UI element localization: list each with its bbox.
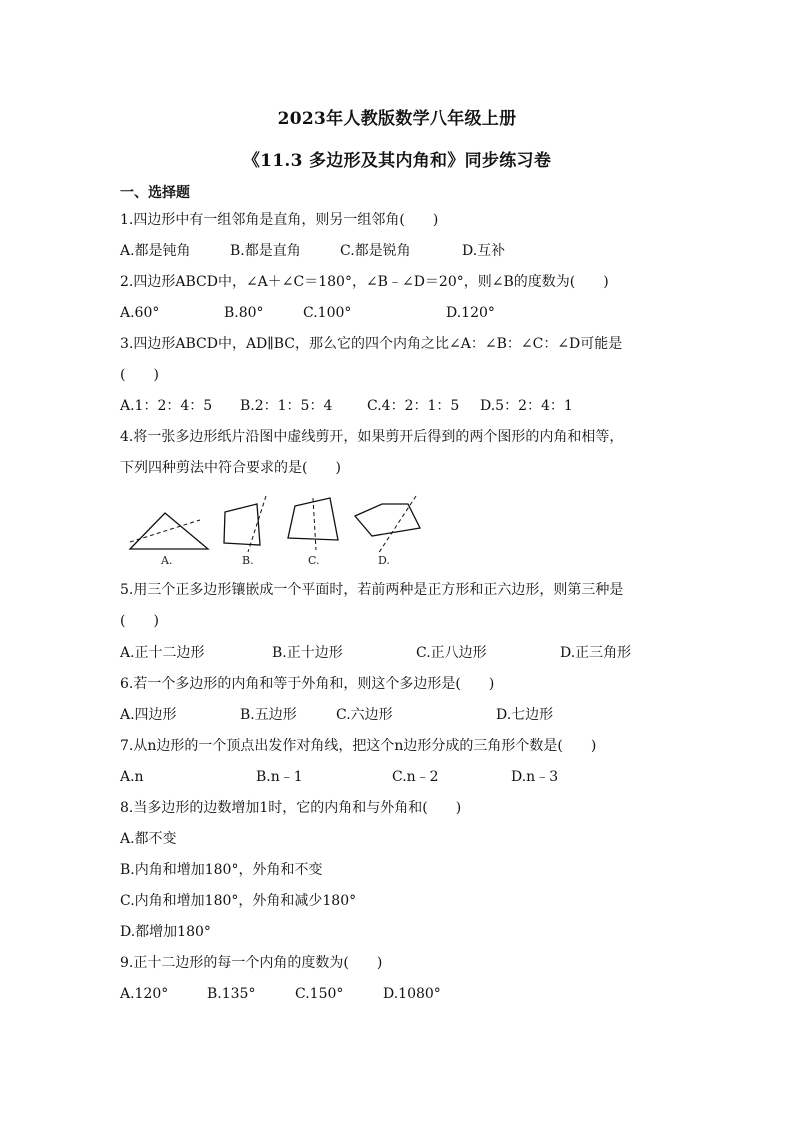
figure-d-pentagon [355,504,420,536]
question-8-stem: 8.当多边形的边数增加1时，它的内角和与外角和( ) [120,800,462,816]
question-7-option-a: A.n [120,769,144,785]
question-3-option-b: B.2：1：5：4 [240,398,333,414]
question-1-option-a: A.都是钝角 [120,243,191,259]
question-3-stem-continued: ( ) [120,367,159,383]
question-2-option-d: D.120° [446,305,495,321]
figure-b-quadrilateral [224,504,260,545]
question-3-stem: 3.四边形ABCD中，AD∥BC，那么它的四个内角之比∠A：∠B：∠C：∠D可能是 [120,336,623,352]
question-2-options [120,303,720,323]
figure-label-c: C. [308,554,320,567]
question-3-option-c: C.4：2：1：5 [367,398,460,414]
cut-diagram [120,490,430,570]
question-3-option-a: A.1：2：4：5 [120,398,213,414]
question-2-option-b: B.80° [224,305,264,321]
document-title: 2023年人教版数学八年级上册 [277,109,517,129]
question-8-option-c: C.内角和增加180°，外角和减少180° [120,893,357,909]
question-1-option-c: C.都是锐角 [340,243,411,259]
question-7-option-d: D.n﹣3 [511,769,559,785]
document-subtitle: 《11.3 多边形及其内角和》同步练习卷 [242,151,552,171]
question-9-options [120,984,720,1004]
question-1-option-b: B.都是直角 [230,243,301,259]
question-4-stem: 4.将一张多边形纸片沿图中虚线剪开，如果剪开后得到的两个图形的内角和相等， [120,429,624,445]
question-1-option-d: D.互补 [462,243,506,259]
figure-d-cut-line [378,496,416,554]
question-6-option-c: C.六边形 [336,707,393,723]
question-6-option-d: D.七边形 [496,707,554,723]
figure-c-cut-line [313,498,316,550]
figure-label-a: A. [161,554,173,567]
question-6-option-b: B.五边形 [240,707,297,723]
question-5-option-a: A.正十二边形 [120,645,205,661]
question-5-option-c: C.正八边形 [416,645,487,661]
question-2-option-c: C.100° [303,305,352,321]
figure-label-b: B. [242,554,254,567]
question-9-stem: 9.正十二边形的每一个内角的度数为( ) [120,955,383,971]
question-9-option-c: C.150° [295,986,344,1002]
question-9-option-d: D.1080° [383,986,441,1002]
question-9-option-a: A.120° [120,986,169,1002]
figure-label-d: D. [378,554,390,567]
question-2-stem: 2.四边形ABCD中，∠A＋∠C＝180°，∠B﹣∠D＝20°，则∠B的度数为( ) [120,274,609,290]
question-7-options [120,767,720,787]
question-5-stem: 5.用三个正多边形镶嵌成一个平面时，若前两种是正方形和正六边形，则第三种是 [120,582,624,598]
question-7-stem: 7.从n边形的一个顶点出发作对角线，把这个n边形分成的三角形个数是( ) [120,738,597,754]
figure-a-triangle [130,513,208,549]
question-6-options [120,705,720,725]
question-3-option-d: D.5：2：4：1 [480,398,573,414]
question-6-stem: 6.若一个多边形的内角和等于外角和，则这个多边形是( ) [120,676,495,692]
question-5-option-d: D.正三角形 [560,645,632,661]
question-8-option-d: D.都增加180° [120,924,211,940]
question-3-options [120,396,720,416]
question-8-option-a: A.都不变 [120,831,177,847]
question-7-option-b: B.n﹣1 [256,769,303,785]
question-7-option-c: C.n﹣2 [392,769,439,785]
figure-c-quadrilateral [288,498,338,540]
question-1-stem: 1.四边形中有一组邻角是直角，则另一组邻角( ) [120,212,439,228]
question-4-figure [120,490,430,570]
question-2-option-a: A.60° [120,305,160,321]
question-4-stem-continued: 下列四种剪法中符合要求的是( ) [120,460,341,476]
question-5-stem-continued: ( ) [120,613,159,629]
question-5-option-b: B.正十边形 [272,645,343,661]
question-8-option-b: B.内角和增加180°，外角和不变 [120,862,323,878]
question-1-options [120,241,720,261]
section-heading: 一、选择题 [120,185,190,201]
question-5-options [120,643,720,663]
question-6-option-a: A.四边形 [120,707,177,723]
question-9-option-b: B.135° [207,986,256,1002]
